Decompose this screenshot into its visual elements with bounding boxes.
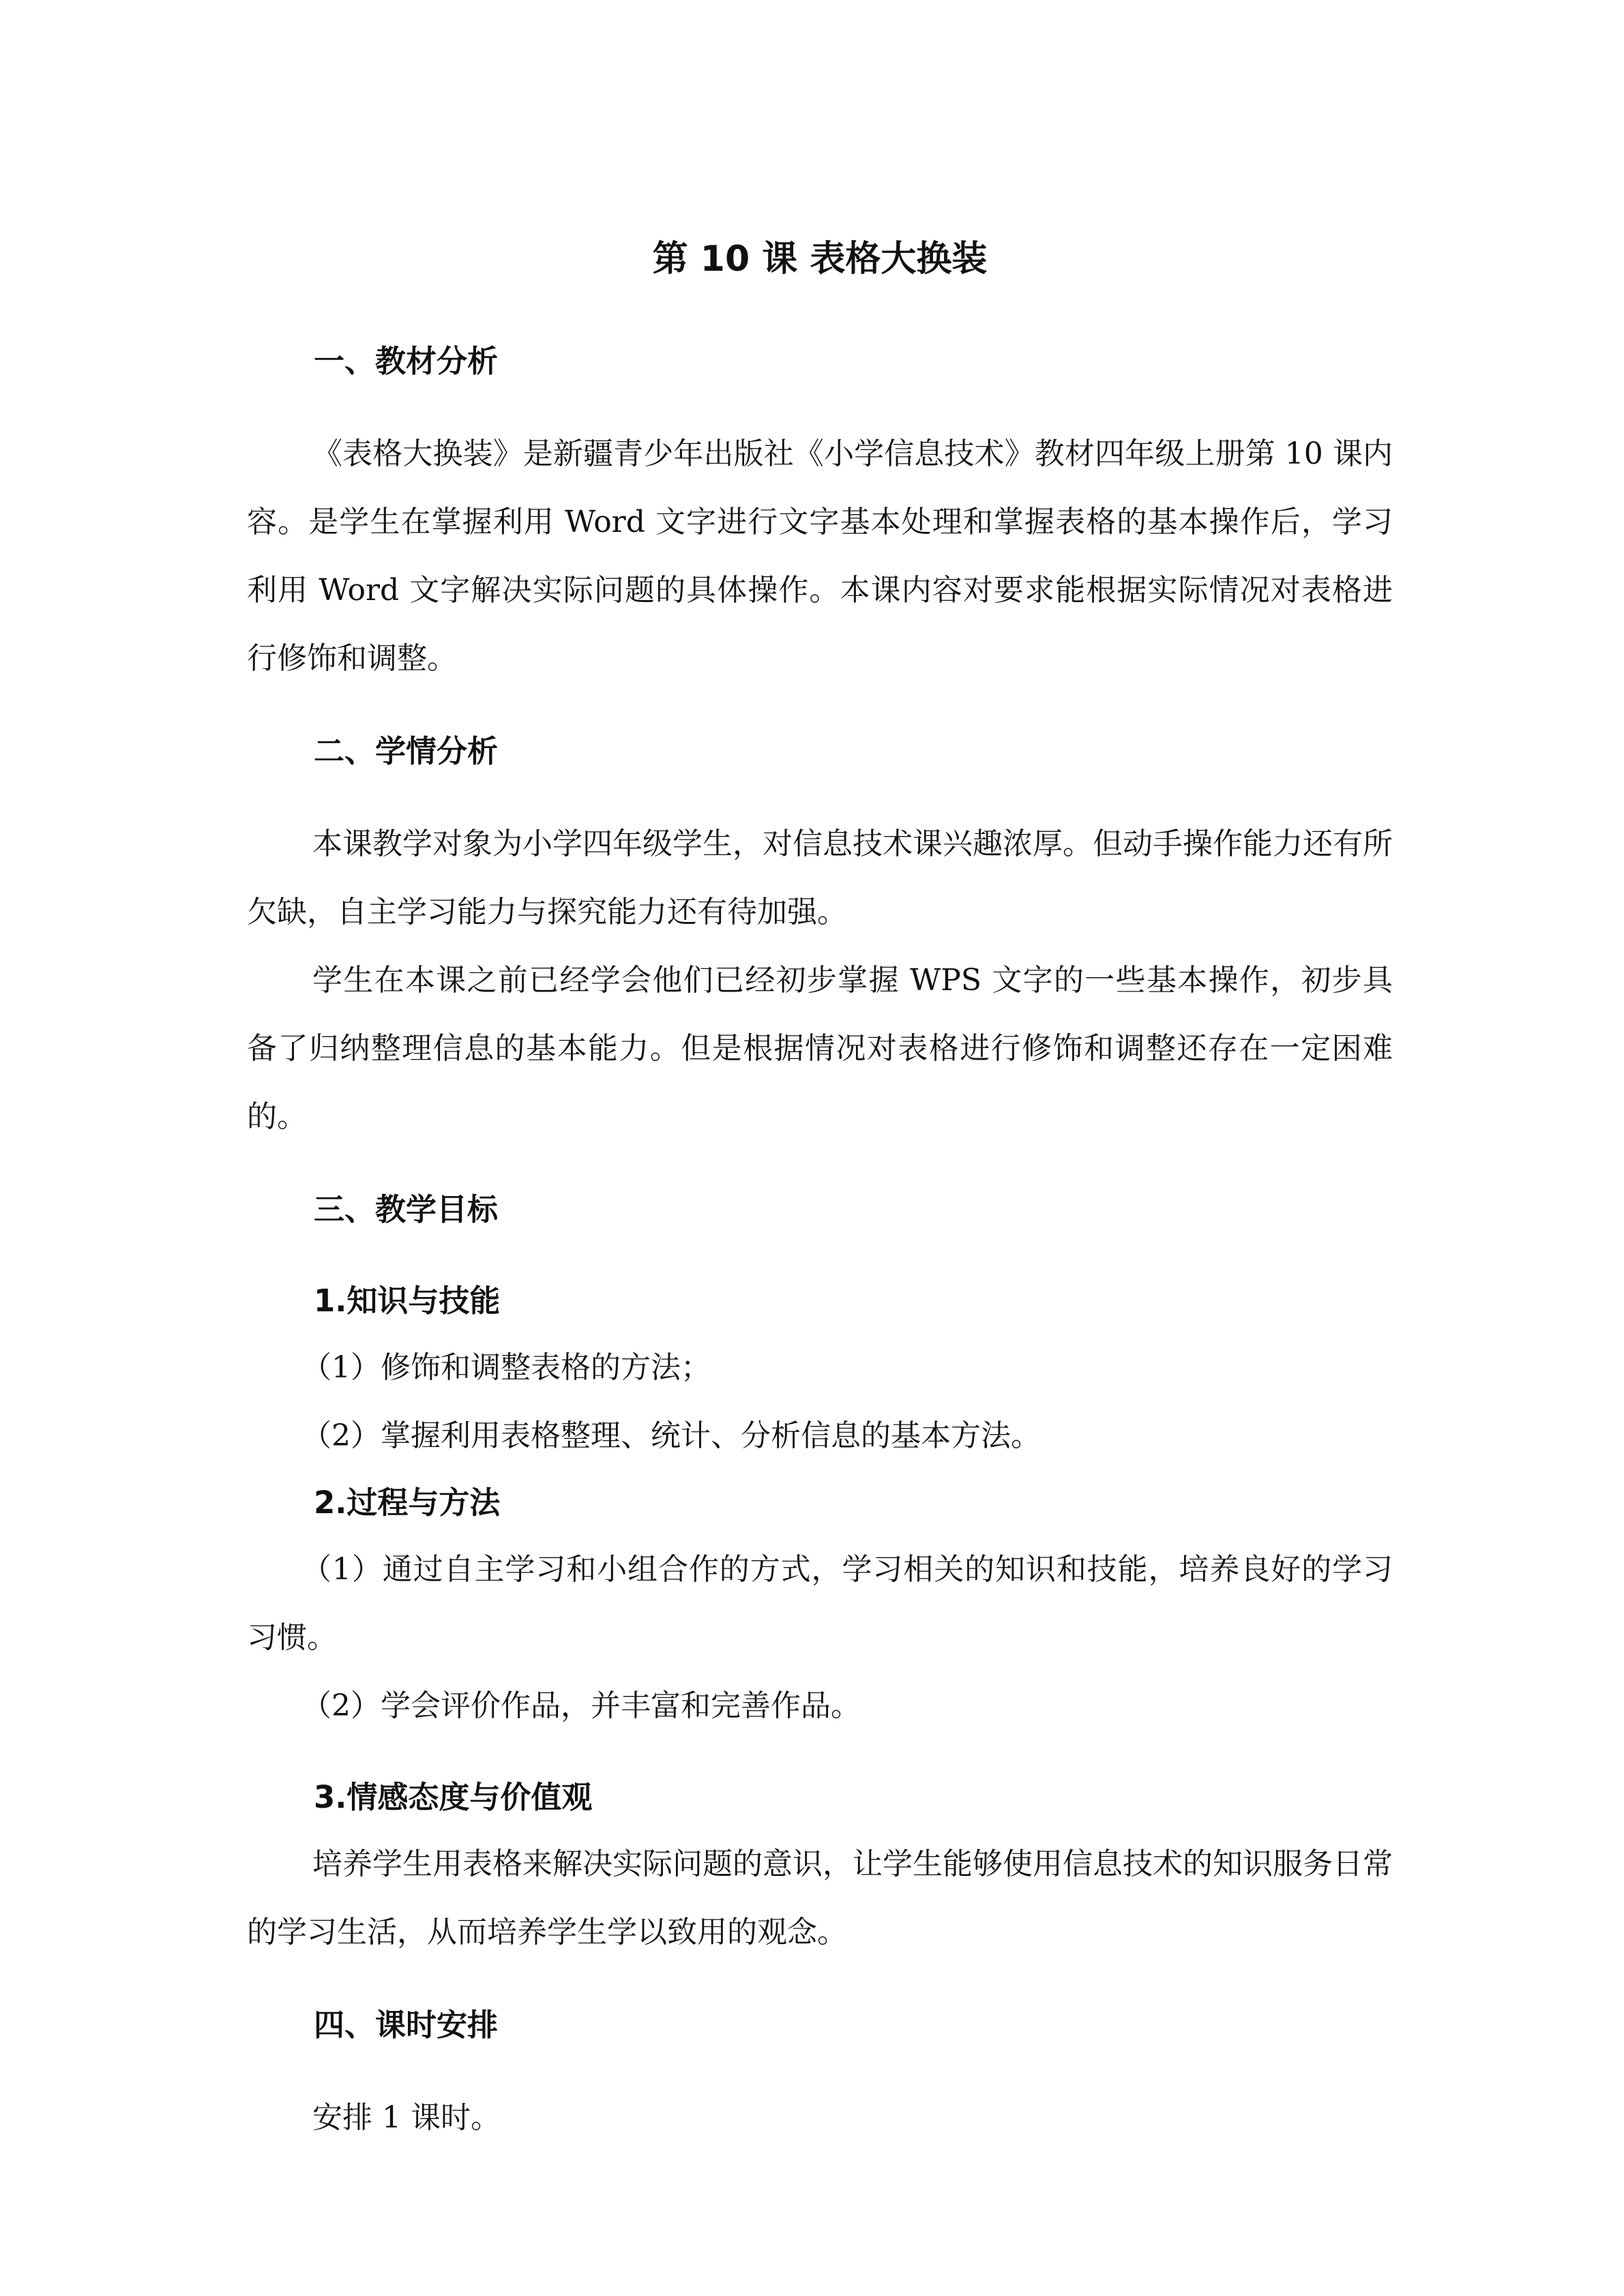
subheading-process-methods: 2.过程与方法 [314,1485,501,1521]
subheading-knowledge-skills: 1.知识与技能 [314,1283,501,1319]
goal-item: （2）学会评价作品，并丰富和完善作品。 [301,1688,861,1723]
goal-item: （1）修饰和调整表格的方法； [301,1350,711,1385]
document-body [247,225,1393,2152]
page-title: 第 10 课 表格大换装 [652,239,988,280]
paragraph-learner-analysis-2: 学生在本课之前已经学会他们已经初步掌握 WPS 文字的一些基本操作，初步具备了归纳整理信息的基本能力。但是根据情况对表格进行修饰和调整还存在一定困难的。 [247,963,1393,1134]
section-heading-material-analysis: 一、教材分析 [314,343,499,379]
section-heading-teaching-goals: 三、教学目标 [314,1191,499,1227]
paragraph-learner-analysis-1: 本课教学对象为小学四年级学生，对信息技术课兴趣浓厚。但动手操作能力还有所欠缺，自主学习能力与探究能力还有待加强。 [247,826,1393,929]
subheading-attitudes-values: 3.情感态度与价值观 [314,1779,593,1815]
paragraph-class-schedule: 安排 1 课时。 [312,2100,501,2135]
goal-item: （1）通过自主学习和小组合作的方式，学习相关的知识和技能，培养良好的学习习惯。 [247,1552,1393,1655]
goal-item: （2）掌握利用表格整理、统计、分析信息的基本方法。 [301,1418,1041,1453]
paragraph-attitudes-values: 培养学生用表格来解决实际问题的意识，让学生能够使用信息技术的知识服务日常的学习生活，从而培养学生学以致用的观念。 [247,1847,1393,1950]
spacer [247,1740,1393,1765]
section-heading-learner-analysis: 二、学情分析 [314,733,499,769]
section-heading-class-schedule: 四、课时安排 [314,2007,499,2043]
paragraph-material-analysis: 《表格大换装》是新疆青少年出版社《小学信息技术》教材四年级上册第 10 课内容。是学生在掌握利用 Word 文字进行文字基本处理和掌握表格的基本操作后，学习利用 Word 文字解决实际问题的具体操作。本课内容对要求能根据实际情况对表格进行修饰和调整。 [247,436,1393,676]
